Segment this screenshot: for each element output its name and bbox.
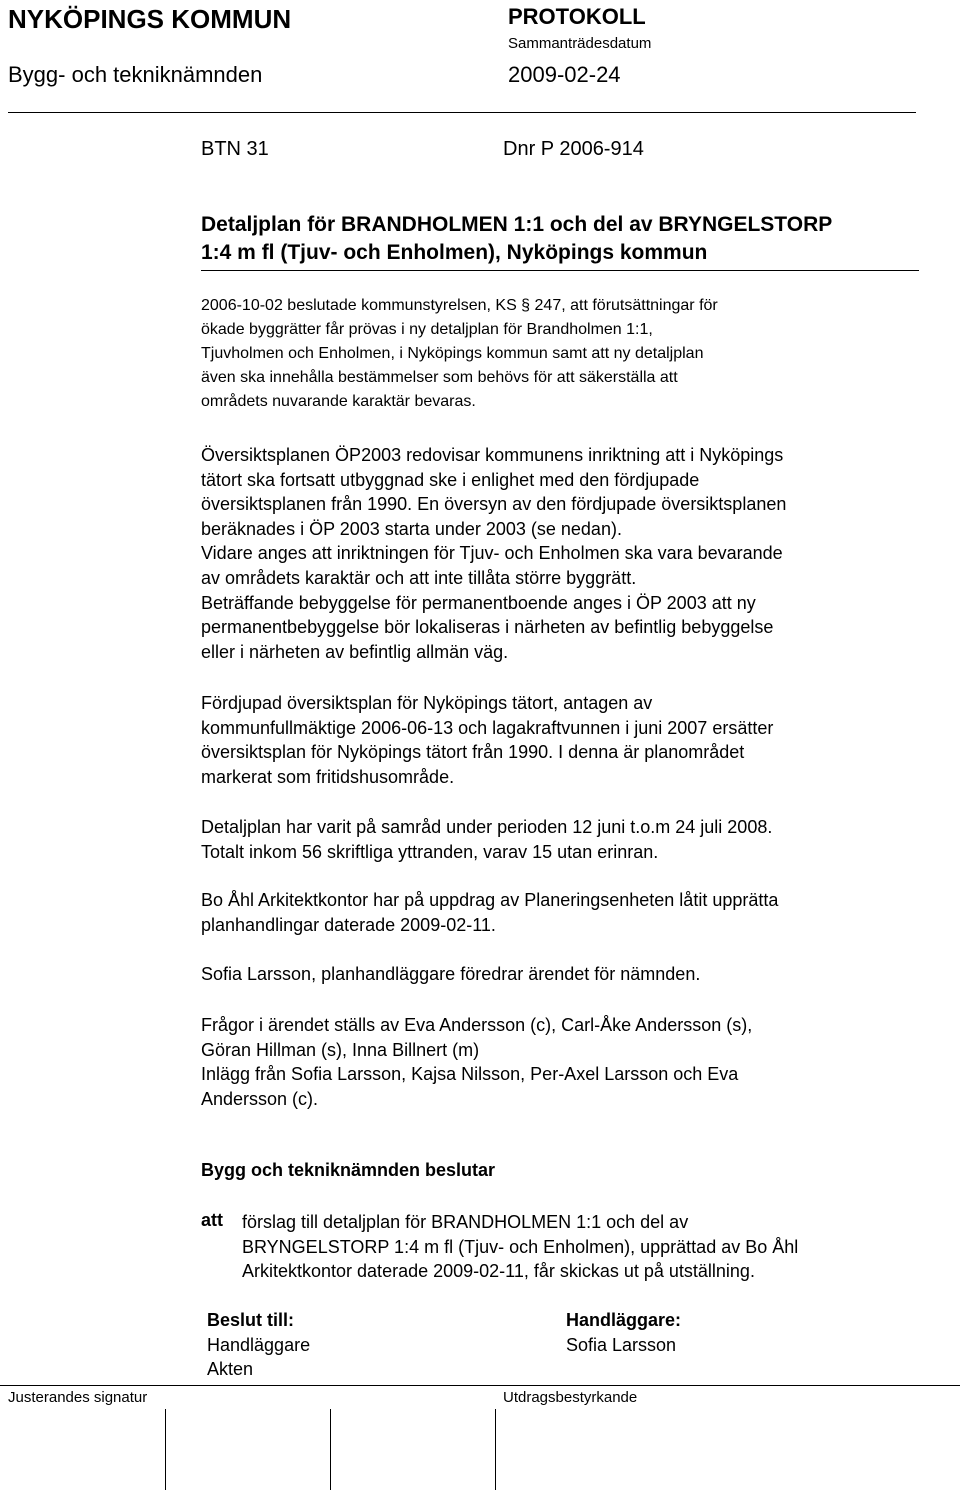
paragraph-architect <box>201 888 778 937</box>
handler-name: Sofia Larsson <box>566 1334 677 1355</box>
organization-name: NYKÖPINGS KOMMUN <box>8 4 292 34</box>
paragraph-detailed-plan <box>201 691 773 789</box>
distribution-list <box>207 1308 310 1382</box>
text-line: Detaljplan har varit på samråd under perioden 12 juni t.o.m 24 juli 2008. <box>201 817 773 837</box>
text-line: Göran Hillman (s), Inna Billnert (m) <box>201 1039 480 1060</box>
footer-divider <box>0 1385 960 1386</box>
distribution-label: Beslut till: <box>207 1310 295 1330</box>
paragraph-consultation <box>201 815 772 864</box>
signature-box-divider <box>330 1409 331 1490</box>
text-line: förslag till detaljplan för BRANDHOLMEN 1:1 och del av <box>242 1212 689 1232</box>
text-line: beräknades i ÖP 2003 starta under 2003 (se nedan). <box>201 518 622 539</box>
text-line: planhandlingar daterade 2009-02-11. <box>201 914 496 935</box>
text-line: Beträffande bebyggelse för permanentboende anges i ÖP 2003 att ny <box>201 592 756 613</box>
text-line: Fördjupad översiktsplan för Nyköpings tätort, antagen av <box>201 693 653 713</box>
decision-att: att <box>201 1210 223 1230</box>
signature-label: Justerandes signatur <box>8 1389 148 1406</box>
text-line: ökade byggrätter får prövas i ny detaljplan för Brandholmen 1:1, <box>201 321 653 338</box>
case-title-line: 1:4 m fl (Tjuv- och Enholmen), Nyköpings kommun <box>201 241 708 264</box>
text-line: Tjuvholmen och Enholmen, i Nyköpings kommun samt att ny detaljplan <box>201 345 704 362</box>
text-line: Totalt inkom 56 skriftliga yttranden, varav 15 utan erinran. <box>201 841 659 862</box>
meeting-date: 2009-02-24 <box>508 62 621 87</box>
case-title-line: Detaljplan för BRANDHOLMEN 1:1 och del av BRYNGELSTORP <box>201 213 833 236</box>
distribution-item: Akten <box>207 1359 254 1380</box>
header-divider <box>8 112 916 113</box>
text-line: Översiktsplanen ÖP2003 redovisar kommunens inriktning att i Nyköpings <box>201 445 784 465</box>
text-line: markerat som fritidshusområde. <box>201 766 455 787</box>
decision-heading: Bygg och tekniknämnden beslutar <box>201 1160 496 1180</box>
text-line: eller i närheten av befintlig allmän väg. <box>201 641 509 662</box>
text-line: kommunfullmäktige 2006-06-13 och lagakraftvunnen i juni 2007 ersätter <box>201 717 774 738</box>
paragraph-presenter <box>201 962 700 987</box>
document-type: PROTOKOLL <box>508 4 646 29</box>
text-line: Sofia Larsson, planhandläggare föredrar ärendet för nämnden. <box>201 964 701 984</box>
text-line: Inlägg från Sofia Larsson, Kajsa Nilsson, Per-Axel Larsson och Eva <box>201 1064 739 1085</box>
text-line: Arkitektkontor daterade 2009-02-11, får skickas ut på utställning. <box>242 1261 755 1282</box>
paragraph-questions <box>201 1013 752 1111</box>
case-number: BTN 31 <box>201 138 269 160</box>
certification-label: Utdragsbestyrkande <box>503 1389 638 1406</box>
case-title <box>201 211 832 267</box>
signature-box-divider <box>495 1409 496 1490</box>
paragraph-background <box>201 294 718 414</box>
text-line: 2006-10-02 beslutade kommunstyrelsen, KS § 247, att förutsättningar för <box>201 297 718 314</box>
text-line: även ska innehålla bestämmelser som behövs för att säkerställa att <box>201 369 678 386</box>
text-line: Vidare anges att inriktningen för Tjuv- och Enholmen ska vara bevarande <box>201 543 783 564</box>
signature-box-divider <box>165 1409 166 1490</box>
distribution-item: Handläggare <box>207 1334 311 1355</box>
decision-text <box>242 1210 798 1284</box>
text-line: Bo Åhl Arkitektkontor har på uppdrag av Planeringsenheten låtit upprätta <box>201 890 779 910</box>
text-line: BRYNGELSTORP 1:4 m fl (Tjuv- och Enholmen), upprättad av Bo Åhl <box>242 1236 799 1257</box>
committee-name: Bygg- och tekniknämnden <box>8 62 263 87</box>
handler-label: Handläggare: <box>566 1310 682 1330</box>
text-line: av områdets karaktär och att inte tillåta större byggrätt. <box>201 567 637 588</box>
text-line: tätort ska fortsatt utbyggnad ske i enlighet med den fördjupade <box>201 469 700 490</box>
paragraph-overview-plan <box>201 443 786 664</box>
title-underline <box>201 270 919 271</box>
text-line: Andersson (c). <box>201 1088 319 1109</box>
diary-number: Dnr P 2006-914 <box>503 138 644 160</box>
text-line: områdets nuvarande karaktär bevaras. <box>201 393 476 410</box>
text-line: permanentbebyggelse bör lokaliseras i närheten av befintlig bebyggelse <box>201 617 774 638</box>
text-line: Frågor i ärendet ställs av Eva Andersson (c), Carl-Åke Andersson (s), <box>201 1015 753 1035</box>
meeting-date-label: Sammanträdesdatum <box>508 35 652 52</box>
text-line: översiktsplan för Nyköpings tätort från 1990. I denna är planområdet <box>201 742 745 763</box>
handler-block <box>566 1308 681 1357</box>
text-line: översiktsplanen från 1990. En översyn av den fördjupade översiktsplanen <box>201 494 787 515</box>
